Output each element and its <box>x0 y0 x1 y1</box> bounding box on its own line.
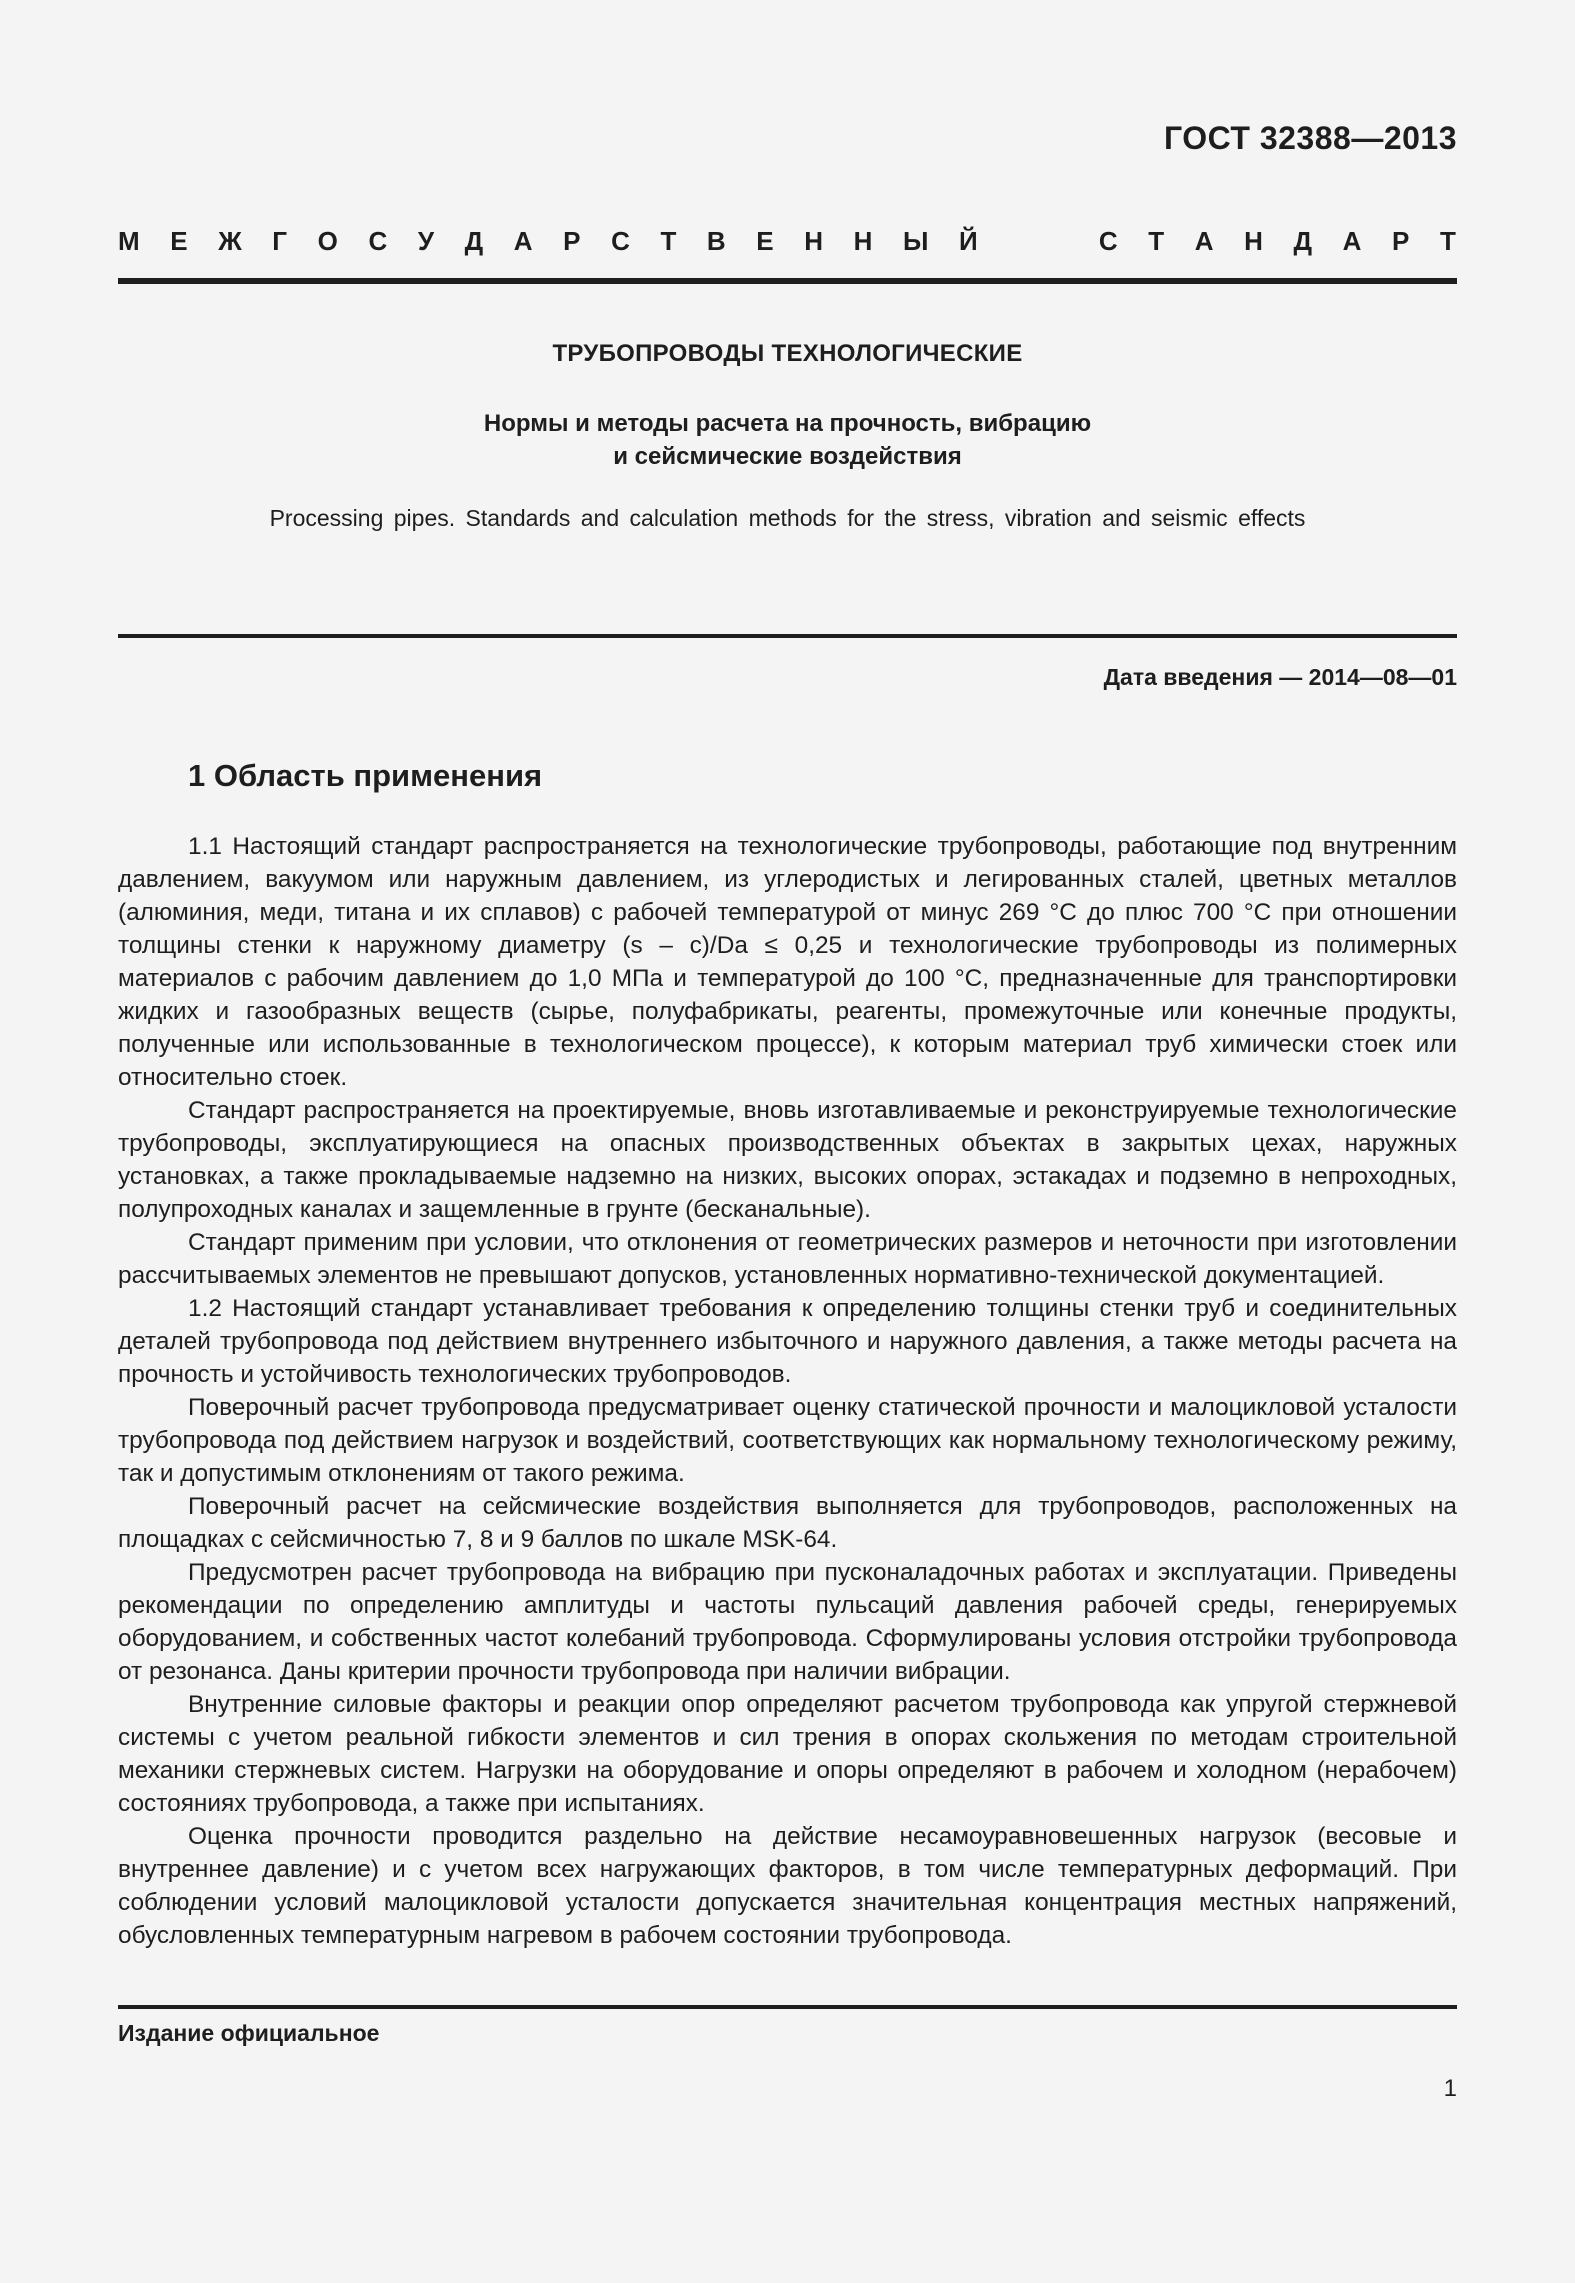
heading-letter: А <box>513 226 533 256</box>
heading-letter: Н <box>853 226 873 256</box>
heading-letter: Ж <box>218 226 242 256</box>
heading-letter: А <box>1342 226 1362 256</box>
word-gap <box>1008 226 1068 257</box>
paragraph: Предусмотрен расчет трубопровода на вибрацию при пусконаладочных работах и эксплуатации. Приведены рекомендации по определению амплитуды и частоты пульсаций давления рабочей среды, генерируемых оборудованием, и собственных частот колебаний трубопровода. Сформулированы условия отстройки трубопровода от резонанса. Даны критерии прочности трубопровода при наличии вибрации. <box>118 1559 1457 1685</box>
header-divider <box>118 278 1457 284</box>
paragraph: Поверочный расчет трубопровода предусматривает оценку статической прочности и малоцикловой усталости трубопровода под действием нагрузок и воздействий, соответствующих как нормальному технологическому режиму, так и допустимым отклонениям от такого режима. <box>118 1394 1457 1487</box>
heading-letter: Г <box>272 226 288 256</box>
heading-letter: О <box>317 226 338 256</box>
heading-letter: Д <box>1293 226 1313 256</box>
heading-letter: Р <box>563 226 581 256</box>
heading-letter: Т <box>1148 226 1165 256</box>
section-body <box>118 830 1457 1952</box>
gost-code: ГОСТ 32388—2013 <box>1163 120 1457 156</box>
heading-letter: В <box>706 226 726 256</box>
paragraph: Стандарт применим при условии, что отклонения от геометрических размеров и неточности при изготовлении рассчитываемых элементов не превышают допусков, установленных нормативно-технической документацией. <box>118 1229 1457 1289</box>
paragraph: Стандарт распространяется на проектируемые, вновь изготавливаемые и реконструируемые технологические трубопроводы, эксплуатирующиеся на опасных производственных объектах в закрытых цехах, наружных установках, а также прокладываемые надземно на низких, высоких опорах, эстакадах и подземно в непроходных, полупроходных каналах и защемленные в грунте (бесканальные). <box>118 1097 1457 1223</box>
heading-letter: С <box>611 226 630 256</box>
subtitle-line: и сейсмические воздействия <box>613 443 962 470</box>
paragraph: Поверочный расчет на сейсмические воздействия выполняется для трубопроводов, расположенных на площадках с сейсмичностью 7, 8 и 9 баллов по шкале MSK-64. <box>118 1493 1457 1553</box>
english-title: Processing pipes. Standards and calculation methods for the stress, vibration and seismic effects <box>269 505 1306 531</box>
subtitle-line: Нормы и методы расчета на прочность, вибрацию <box>483 410 1092 437</box>
heading-letter: Н <box>804 226 824 256</box>
heading-letter: С <box>1098 226 1118 256</box>
heading-letter: М <box>118 226 140 256</box>
heading-letter: Й <box>959 226 978 256</box>
footer-divider <box>118 2005 1457 2009</box>
document-title: ТРУБОПРОВОДЫ ТЕХНОЛОГИЧЕСКИЕ <box>552 340 1023 367</box>
introduction-date: Дата введения — 2014—08—01 <box>1103 664 1457 690</box>
formula: (s – c)/Da ≤ 0,25 <box>622 932 843 959</box>
heading-letter: Р <box>1392 226 1410 256</box>
heading-letter: А <box>1194 226 1214 256</box>
heading-letter: У <box>417 226 435 256</box>
heading-letter: Е <box>170 226 188 256</box>
heading-letter: Т <box>1439 226 1456 256</box>
paragraph-text: и технологические трубопроводы из полимерных материалов с рабочим давлением до 1,0 МПа и температурой до 100 °С, предназначенные для транспортировки жидких и газообразных веществ (сырье, полуфабрикаты, реагенты, промежуточные или конечные продукты, полученные или использованные в технологическом процессе), к которым материал труб химически стоек или относительно стоек. <box>118 932 1457 1091</box>
paragraph-text: 1.1 Настоящий стандарт распространяется на технологические трубопроводы, работающие под внутренним давлением, вакуумом или наружным давлением, из углеродистых и легированных сталей, цветных металлов (алюминия, меди, титана и их сплавов) с рабочей температурой от минус 269 °С до плюс 700 °С при отношении толщины стенки к наружному диаметру <box>118 833 1457 959</box>
document-subtitle <box>118 407 1457 473</box>
paragraph: Внутренние силовые факторы и реакции опор определяют расчетом трубопровода как упругой стержневой системы с учетом реальной гибкости элементов и сил трения в опорах скольжения по методам строительной механики стержневых систем. Нагрузки на оборудование и опоры определяют в рабочем и холодном (нерабочем) состояниях трубопровода, а также при испытаниях. <box>118 1691 1457 1817</box>
paragraph <box>118 830 1457 1094</box>
interstate-standard-heading <box>118 226 1456 257</box>
section-heading: 1 Область применения <box>188 758 543 793</box>
title-divider <box>118 634 1457 638</box>
heading-letter: Н <box>1244 226 1263 256</box>
heading-letter: Е <box>756 226 774 256</box>
heading-letter: Ы <box>902 226 929 256</box>
official-edition-label: Издание официальное <box>118 2020 380 2046</box>
heading-letter: Д <box>464 226 484 256</box>
paragraph: Оценка прочности проводится раздельно на действие несамоуравновешенных нагрузок (весовые и внутреннее давление) и с учетом всех нагружающих факторов, в том числе температурных деформаций. При соблюдении условий малоцикловой усталости допускается значительная концентрация местных напряжений, обусловленных температурным нагревом в рабочем состоянии трубопровода. <box>118 1823 1457 1949</box>
heading-letter: С <box>368 226 388 256</box>
heading-letter: Т <box>660 226 677 256</box>
paragraph: 1.2 Настоящий стандарт устанавливает требования к определению толщины стенки труб и соединительных деталей трубопровода под действием внутреннего избыточного и наружного давления, а также методы расчета на прочность и устойчивость технологических трубопроводов. <box>118 1295 1457 1388</box>
page-number: 1 <box>1443 2075 1457 2102</box>
